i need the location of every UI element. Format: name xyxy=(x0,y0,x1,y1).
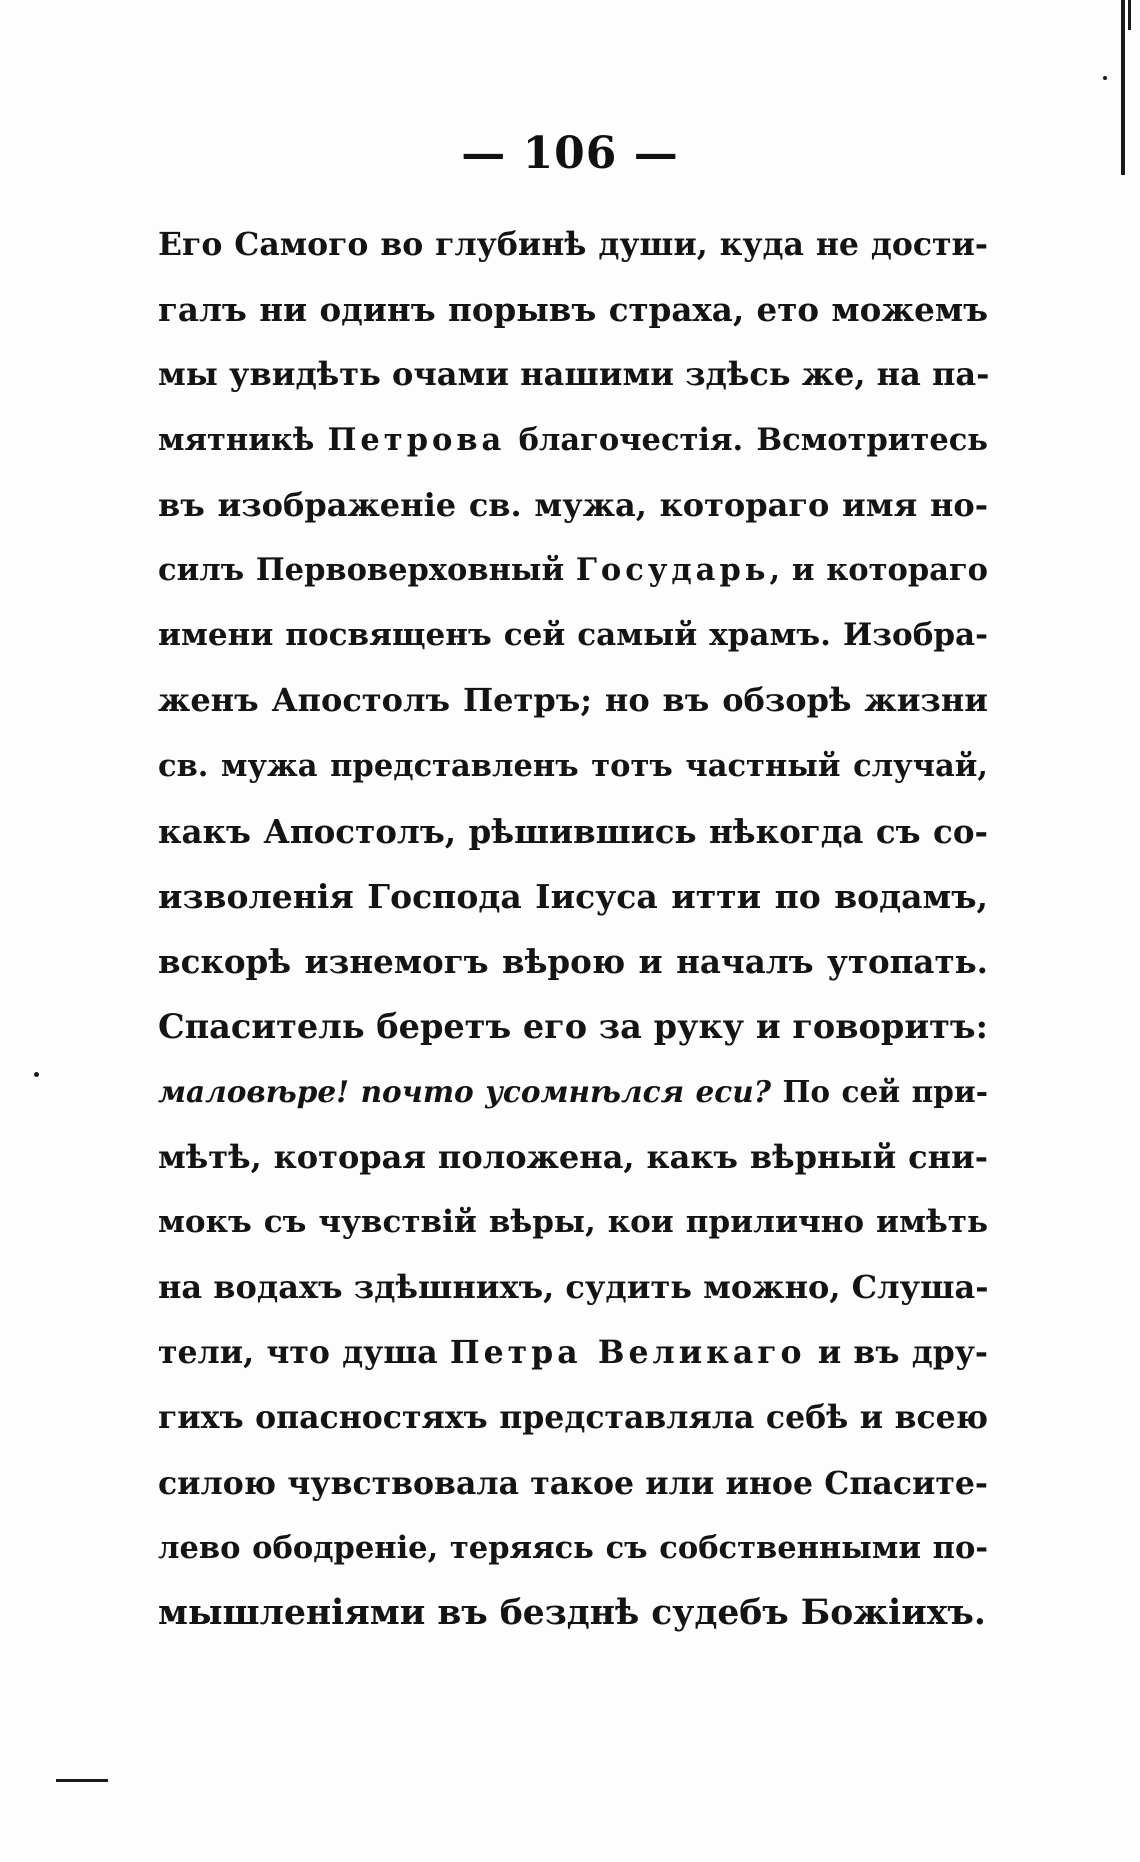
scan-dot-left xyxy=(34,1072,39,1077)
text-line xyxy=(158,994,988,1059)
text-run: изволенія Господа Іисуса итти по водамъ, xyxy=(158,876,988,916)
text-line xyxy=(158,1451,988,1516)
text-line xyxy=(158,929,988,994)
scan-mark-right-tick xyxy=(1128,0,1131,30)
text-line xyxy=(158,1385,988,1450)
text-line xyxy=(158,1320,988,1385)
text-run: мы увидѣть очами нашими здѣсь же, на па- xyxy=(158,355,990,394)
text-run: лево ободреніе, теряясь съ собственными по- xyxy=(158,1529,988,1566)
text-run: мышленіями въ безднѣ судебъ Божіихъ. xyxy=(158,1592,986,1633)
text-line xyxy=(158,538,988,603)
text-line xyxy=(158,668,988,733)
text-run: галъ ни одинъ порывъ страха, ето можемъ xyxy=(158,290,988,330)
text-line xyxy=(158,408,988,473)
text-line xyxy=(158,1516,988,1581)
text-run: какъ Апостолъ, рѣшившись нѣкогда съ со- xyxy=(158,811,988,851)
text-run: гихъ опасностяхъ представляла себѣ и всею xyxy=(158,1399,988,1437)
scan-mark-bottom-left xyxy=(56,1779,108,1782)
text-line xyxy=(158,473,988,538)
text-run: св. мужа представленъ тотъ частный случай, xyxy=(158,747,988,784)
body-text xyxy=(158,212,988,1646)
page-number: — 106 — xyxy=(461,128,679,179)
text-line xyxy=(158,212,988,277)
text-run: мѣтѣ, которая положена, какъ вѣрный сни- xyxy=(158,1137,988,1176)
text-line xyxy=(158,603,988,668)
text-run: По сей при- xyxy=(771,1074,988,1110)
text-run: женъ Апостолъ Петръ; но въ обзорѣ жизни xyxy=(158,681,988,720)
text-run: мятникѣ xyxy=(158,421,328,458)
text-line xyxy=(158,1581,988,1646)
text-run: , и котораго xyxy=(769,551,988,588)
text-spaced: Государь xyxy=(575,551,770,588)
text-run: силою чувствовала такое или иное Спасите- xyxy=(158,1464,988,1502)
text-run: Его Самого во глубинѣ души, куда не дости- xyxy=(158,226,988,263)
text-run: на водахъ здѣшнихъ, судить можно, Слуша- xyxy=(158,1268,989,1306)
text-line xyxy=(158,1125,988,1190)
scan-dot-right xyxy=(1103,76,1107,80)
text-run: мокъ съ чувствій вѣры, кои прилично имѣть xyxy=(158,1203,988,1240)
text-run: благочестія. Всмотритесь xyxy=(505,421,988,458)
text-run: въ изображеніе св. мужа, котораго имя но- xyxy=(158,485,988,524)
text-spaced: Петра Великаго xyxy=(449,1334,806,1372)
text-run: тели, что душа xyxy=(158,1334,450,1372)
text-line xyxy=(158,342,988,407)
text-run: Спаситель беретъ его за руку и говоритъ: xyxy=(158,1007,988,1047)
text-run: и въ дру- xyxy=(805,1334,988,1372)
text-line xyxy=(158,734,988,799)
text-italic: маловѣре! почто усомнѣлся еси? xyxy=(158,1074,772,1110)
text-spaced: Петрова xyxy=(327,421,506,458)
text-run: вскорѣ изнемогъ вѣрою и началъ утопать. xyxy=(158,942,988,982)
text-line xyxy=(158,1059,988,1124)
text-line xyxy=(158,277,988,342)
text-line xyxy=(158,1255,988,1320)
text-line xyxy=(158,864,988,929)
text-run: силъ Первоверховный xyxy=(158,551,576,588)
text-line xyxy=(158,799,988,864)
text-run: имени посвященъ сей самый храмъ. Изобра- xyxy=(158,617,988,654)
text-line xyxy=(158,1190,988,1255)
